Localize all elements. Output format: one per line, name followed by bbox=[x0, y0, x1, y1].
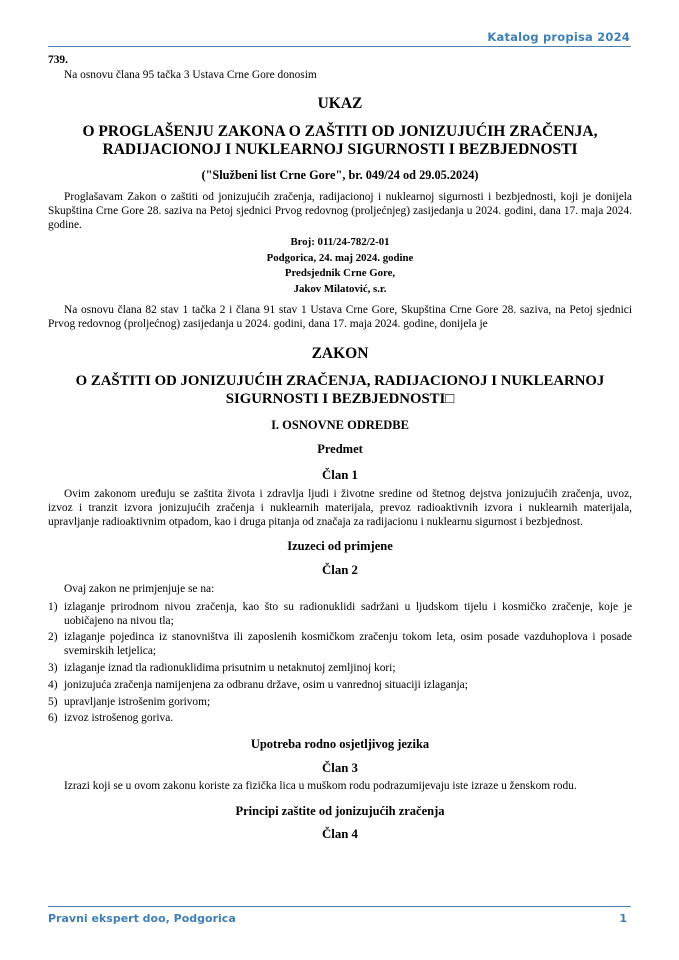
article-2-list bbox=[48, 601, 632, 726]
page-number: 1 bbox=[619, 912, 627, 925]
president-name: Jakov Milatović, s.r. bbox=[293, 283, 387, 296]
basis-text: Na osnovu člana 82 stav 1 tačka 2 i člana 91 stav 1 Ustava Crne Gore, Skupština Crne Gore 28. saziva, na Petoj sjednici Prvog redovnog (proljećnog) zasijedanja u 2024. godini, dana 17. maja 2024. godine, donijela je bbox=[48, 303, 632, 330]
list-item-text: jonizujuća zračenja namijenjena za odbranu države, osim u vanrednoj situaciji izlaganja; bbox=[64, 678, 468, 691]
list-item-label: 2) bbox=[48, 631, 58, 644]
list-item-label: 6) bbox=[48, 712, 58, 725]
intro-text: Na osnovu člana 95 tačka 3 Ustava Crne Gore donosim bbox=[64, 68, 317, 81]
list-item-text: izvoz istrošenog goriva. bbox=[64, 712, 174, 725]
list-item-text: izlaganje prirodnom nivou zračenja, kao što su radionuklidi sadržani u ljudskom tijelu i kosmičko zračenje, koje je uobičajeno na nivou tla; bbox=[64, 600, 632, 627]
document-number: Broj: 011/24-782/2-01 bbox=[290, 235, 390, 248]
article-1-heading: Član 1 bbox=[322, 468, 358, 483]
gazette-reference: ("Službeni list Crne Gore", br. 049/24 od 29.05.2024) bbox=[201, 167, 479, 182]
list-item bbox=[48, 696, 632, 710]
list-item bbox=[48, 601, 632, 629]
catalog-header: Katalog propisa 2024 bbox=[487, 30, 630, 44]
list-item-label: 1) bbox=[48, 600, 58, 613]
article-3-heading: Član 3 bbox=[322, 760, 358, 775]
document-body bbox=[48, 54, 632, 842]
article-4-heading: Član 4 bbox=[322, 827, 358, 842]
proclamation-text: Proglašavam Zakon o zaštiti od jonizujućih zračenja, radijacionoj i nuklearnoj sigurnosti i bezbjednosti, koji je donijela Skupština Crne Gore 28. saziva na Petoj sjednici Prvog redovnog (proljećnjeg) zasijedanja u 2024. godini, dana 17. maja 2024. godine. bbox=[48, 191, 632, 231]
article-3-text: Izrazi koji se u ovom zakonu koriste za fizička lica u muškom rodu podrazumijevaju iste izraze u ženskom rodu. bbox=[64, 779, 577, 792]
zakon-title: ZAKON bbox=[311, 344, 369, 362]
zakon-subtitle: O ZAŠTITI OD JONIZUJUĆIH ZRAČENJA, RADIJACIONOJ I NUKLEARNOJ SIGURNOSTI I BEZBJEDNOSTI□ bbox=[75, 372, 605, 407]
list-item bbox=[48, 712, 632, 726]
list-item-label: 5) bbox=[48, 695, 58, 708]
act-number: 739. bbox=[48, 54, 68, 66]
list-item bbox=[48, 679, 632, 693]
president-title: Predsjednik Crne Gore, bbox=[284, 267, 396, 280]
article-2-intro: Ovaj zakon ne primjenjuje se na: bbox=[64, 582, 215, 595]
list-item-text: izlaganje iznad tla radionuklidima prisutnim u netaknutoj zemljinoj kori; bbox=[64, 661, 396, 674]
place-date: Podgorica, 24. maj 2024. godine bbox=[266, 251, 414, 264]
header-divider bbox=[48, 46, 631, 47]
ukaz-subtitle: O PROGLAŠENJU ZAKONA O ZAŠTITI OD JONIZUJUĆIH ZRAČENJA, RADIJACIONOJ I NUKLEARNOJ SIGURNOSTI I BEZBJEDNOSTI bbox=[82, 122, 598, 158]
list-item-label: 3) bbox=[48, 661, 58, 674]
list-item-text: izlaganje pojedinca iz stanovništva ili zaposlenih kosmičkom zračenju tokom leta, osim posade vazduhoplova i posade svemirskih letjelica; bbox=[64, 631, 632, 658]
heading-principi: Principi zaštite od jonizujućih zračenja bbox=[235, 803, 445, 818]
section-heading: I. OSNOVNE ODREDBE bbox=[271, 417, 409, 432]
list-item-label: 4) bbox=[48, 678, 58, 691]
heading-izuzeci: Izuzeci od primjene bbox=[287, 539, 393, 554]
article-2-heading: Član 2 bbox=[322, 563, 358, 578]
list-item bbox=[48, 662, 632, 676]
ukaz-title: UKAZ bbox=[317, 94, 363, 112]
publisher-footer: Pravni ekspert doo, Podgorica bbox=[48, 912, 236, 925]
footer-divider bbox=[48, 906, 631, 907]
article-1-text: Ovim zakonom uređuju se zaštita života i zdravlja ljudi i životne sredine od štetnog dejstva jonizujućih zračenja, uvoz, izvoz i tranzit izvora jonizujućih zračenja i nuklearnih materijala, prevoz radioaktivnih izvora i nuklearnih materijala, upravljanje radioaktivnim otpadom, kao i druga pitanja od značaja za radijacionu i nuklearnu sigurnost i bezbjednost. bbox=[48, 487, 632, 528]
heading-upotreba: Upotreba rodno osjetljivog jezika bbox=[250, 737, 430, 752]
list-item bbox=[48, 631, 632, 659]
list-item-text: upravljanje istrošenim gorivom; bbox=[64, 695, 211, 708]
heading-predmet: Predmet bbox=[317, 442, 363, 457]
